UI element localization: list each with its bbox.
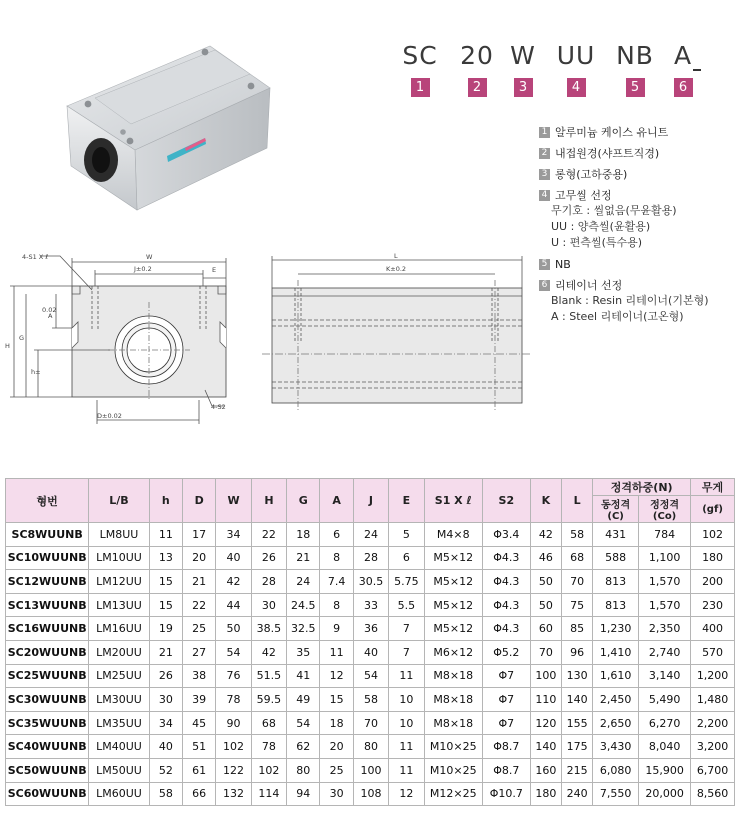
cell-k: 50 [530,570,561,594]
cell-dynamic-load: 2,450 [593,688,639,712]
cell-d: 17 [183,523,216,547]
cell-a: 12 [320,664,353,688]
cell-model: SC60WUUNB [6,782,89,806]
cell-d: 39 [183,688,216,712]
cell-h: 102 [251,758,286,782]
cell-h-small: 40 [149,735,182,759]
cell-lb: LM35UU [89,711,149,735]
cell-dynamic-load: 1,410 [593,640,639,664]
cell-k: 70 [530,640,561,664]
cell-model: SC8WUUNB [6,523,89,547]
cell-weight: 102 [691,523,735,547]
header-static-load: 정정격(Co) [639,496,691,523]
legend-label: 내접원경(샤프트직경) [555,147,660,160]
cell-w: 34 [216,523,251,547]
cell-s2: Φ8.7 [482,758,530,782]
legend-label: 고무씰 선정 [555,189,612,202]
table-row [6,570,735,594]
cell-dynamic-load: 1,230 [593,617,639,641]
header-s1: S1 X ℓ [424,479,482,523]
cell-w: 76 [216,664,251,688]
cell-weight: 1,480 [691,688,735,712]
cell-static-load: 784 [639,523,691,547]
cell-h-small: 21 [149,640,182,664]
cell-h: 51.5 [251,664,286,688]
cell-j: 30.5 [353,570,388,594]
product-photo [55,38,280,213]
cell-h-small: 26 [149,664,182,688]
cell-weight: 6,700 [691,758,735,782]
header-j: J [353,479,388,523]
legend-subitem: A : Steel 리테이너(고온형) [551,310,684,323]
cell-h: 30 [251,593,286,617]
cell-j: 28 [353,546,388,570]
label-s2: 4-S2 [211,403,226,411]
cell-h: 38.5 [251,617,286,641]
legend-number: 5 [539,259,550,270]
label-e: E [212,266,217,274]
cell-h: 78 [251,735,286,759]
cell-j: 33 [353,593,388,617]
cell-w: 42 [216,570,251,594]
cell-static-load: 1,570 [639,593,691,617]
cell-l: 175 [562,735,593,759]
cell-g: 41 [287,664,320,688]
code-number-badge: 1 [411,78,430,97]
front-view-drawing [0,250,240,435]
cell-static-load: 3,140 [639,664,691,688]
label-k: K±0.2 [386,265,407,273]
cell-lb: LM13UU [89,593,149,617]
code-part-retainer: A 6 [673,41,693,95]
table-row [6,782,735,806]
cell-lb: LM20UU [89,640,149,664]
cell-s1: M10×25 [424,735,482,759]
cell-h-small: 15 [149,593,182,617]
cell-j: 58 [353,688,388,712]
cell-l: 70 [562,570,593,594]
cell-a: 25 [320,758,353,782]
cell-s1: M4×8 [424,523,482,547]
cell-weight: 400 [691,617,735,641]
cell-static-load: 6,270 [639,711,691,735]
cell-a: 9 [320,617,353,641]
legend-subitem: Blank : Resin 리테이너(기본형) [551,294,709,307]
label-h-upper: H [5,342,10,350]
cell-s1: M10×25 [424,758,482,782]
code-legend [539,124,739,325]
cell-h-small: 52 [149,758,182,782]
cell-l: 140 [562,688,593,712]
header-a: A [320,479,353,523]
cell-weight: 200 [691,570,735,594]
cell-s2: Φ10.7 [482,782,530,806]
cell-w: 54 [216,640,251,664]
cell-s2: Φ7 [482,688,530,712]
cell-s1: M5×12 [424,593,482,617]
cell-j: 108 [353,782,388,806]
code-number-badge: 5 [626,78,645,97]
cell-s2: Φ4.3 [482,617,530,641]
cell-l: 215 [562,758,593,782]
legend-number: 2 [539,148,550,159]
label-w: W [146,253,153,261]
cell-model: SC20WUUNB [6,640,89,664]
cell-w: 102 [216,735,251,759]
cell-a: 20 [320,735,353,759]
cell-s2: Φ4.3 [482,570,530,594]
cell-j: 80 [353,735,388,759]
cell-a: 11 [320,640,353,664]
cell-h-small: 15 [149,570,182,594]
cell-s2: Φ7 [482,664,530,688]
table-row [6,546,735,570]
header-s2: S2 [482,479,530,523]
cell-d: 20 [183,546,216,570]
header-weight: 무게 [691,479,735,496]
cell-w: 78 [216,688,251,712]
cell-s1: M12×25 [424,782,482,806]
code-trailing-dash [693,42,701,72]
cell-weight: 3,200 [691,735,735,759]
cell-h: 22 [251,523,286,547]
cell-static-load: 8,040 [639,735,691,759]
cell-l: 155 [562,711,593,735]
cell-g: 80 [287,758,320,782]
side-view-drawing [262,250,530,435]
cell-lb: LM50UU [89,758,149,782]
cell-h-small: 11 [149,523,182,547]
cell-s1: M8×18 [424,688,482,712]
code-part-series: SC 1 [402,41,438,95]
cell-static-load: 20,000 [639,782,691,806]
cell-lb: LM10UU [89,546,149,570]
cell-dynamic-load: 588 [593,546,639,570]
cell-l: 75 [562,593,593,617]
cell-static-load: 1,100 [639,546,691,570]
cell-j: 36 [353,617,388,641]
spec-table [5,478,735,806]
cell-s2: Φ7 [482,711,530,735]
cell-h-small: 34 [149,711,182,735]
cell-k: 140 [530,735,561,759]
legend-subitem: U : 편측씰(특수용) [551,236,643,249]
cell-model: SC40WUUNB [6,735,89,759]
cell-e: 5 [389,523,424,547]
cell-dynamic-load: 431 [593,523,639,547]
cell-s2: Φ4.3 [482,593,530,617]
label-h-lower: h± [31,368,41,376]
legend-label: 리테이너 선정 [555,279,623,292]
cell-a: 8 [320,593,353,617]
legend-item [539,256,739,272]
legend-item [539,145,739,161]
label-tolerance: 0.02 [42,306,57,314]
header-w: W [216,479,251,523]
label-l: L [394,252,398,260]
cell-lb: LM40UU [89,735,149,759]
legend-number: 1 [539,127,550,138]
code-part-type: W 3 [510,41,536,95]
cell-w: 50 [216,617,251,641]
cell-a: 15 [320,688,353,712]
cell-model: SC16WUUNB [6,617,89,641]
table-row [6,640,735,664]
label-d: D±0.02 [97,412,122,420]
cell-a: 30 [320,782,353,806]
legend-item [539,124,739,140]
cell-static-load: 2,740 [639,640,691,664]
cell-s2: Φ5.2 [482,640,530,664]
legend-number: 4 [539,190,550,201]
cell-h-small: 13 [149,546,182,570]
table-row [6,617,735,641]
legend-number: 3 [539,169,550,180]
cell-j: 70 [353,711,388,735]
cell-model: SC50WUUNB [6,758,89,782]
cell-e: 6 [389,546,424,570]
legend-label: 롱형(고하중용) [555,168,628,181]
cell-d: 25 [183,617,216,641]
cell-k: 60 [530,617,561,641]
cell-l: 96 [562,640,593,664]
cell-s1: M8×18 [424,711,482,735]
cell-s1: M5×12 [424,617,482,641]
cell-j: 40 [353,640,388,664]
cell-weight: 570 [691,640,735,664]
cell-weight: 180 [691,546,735,570]
cell-l: 130 [562,664,593,688]
cell-j: 100 [353,758,388,782]
cell-dynamic-load: 7,550 [593,782,639,806]
cell-h-small: 30 [149,688,182,712]
header-d: D [183,479,216,523]
cell-k: 46 [530,546,561,570]
cell-dynamic-load: 813 [593,570,639,594]
cell-s2: Φ8.7 [482,735,530,759]
header-g: G [287,479,320,523]
cell-h: 28 [251,570,286,594]
label-j: J±0.2 [134,265,152,273]
cell-a: 6 [320,523,353,547]
cell-s1: M8×18 [424,664,482,688]
code-number-badge: 4 [567,78,586,97]
table-row [6,593,735,617]
cell-e: 5.75 [389,570,424,594]
legend-label: NB [555,257,571,271]
cell-model: SC12WUUNB [6,570,89,594]
cell-g: 24 [287,570,320,594]
cell-a: 18 [320,711,353,735]
cell-static-load: 1,570 [639,570,691,594]
cell-model: SC13WUUNB [6,593,89,617]
cell-k: 100 [530,664,561,688]
cell-g: 32.5 [287,617,320,641]
cell-a: 8 [320,546,353,570]
cell-h-small: 19 [149,617,182,641]
cell-h: 42 [251,640,286,664]
cell-h: 114 [251,782,286,806]
legend-item [539,277,739,293]
cell-w: 132 [216,782,251,806]
cell-lb: LM30UU [89,688,149,712]
cell-e: 11 [389,758,424,782]
code-part-bore: 20 2 [460,41,494,95]
cell-k: 42 [530,523,561,547]
cell-dynamic-load: 6,080 [593,758,639,782]
cell-lb: LM12UU [89,570,149,594]
cell-h: 68 [251,711,286,735]
header-weight-unit: (gf) [691,496,735,523]
cell-k: 180 [530,782,561,806]
legend-number: 6 [539,280,550,291]
legend-item [539,187,739,203]
cell-l: 85 [562,617,593,641]
cell-e: 12 [389,782,424,806]
header-load: 정격하중(N) [593,479,691,496]
cell-g: 49 [287,688,320,712]
cell-e: 10 [389,711,424,735]
table-row [6,664,735,688]
cell-l: 58 [562,523,593,547]
cell-s1: M6×12 [424,640,482,664]
cell-e: 11 [389,664,424,688]
cell-lb: LM16UU [89,617,149,641]
cell-w: 44 [216,593,251,617]
cell-d: 66 [183,782,216,806]
cell-h: 59.5 [251,688,286,712]
cell-e: 11 [389,735,424,759]
code-part-nb: NB 5 [616,41,654,95]
cell-k: 160 [530,758,561,782]
cell-s2: Φ4.3 [482,546,530,570]
cell-g: 18 [287,523,320,547]
legend-subitem: 무기호 : 씰없음(무윤활용) [551,204,677,217]
legend-item [539,166,739,182]
spec-table-body [6,523,735,806]
cell-e: 5.5 [389,593,424,617]
cell-lb: LM60UU [89,782,149,806]
header-l: L [562,479,593,523]
cell-static-load: 5,490 [639,688,691,712]
code-number-badge: 3 [514,78,533,97]
header-dynamic-load: 동정격(C) [593,496,639,523]
cell-model: SC35WUUNB [6,711,89,735]
cell-k: 50 [530,593,561,617]
cell-dynamic-load: 1,610 [593,664,639,688]
cell-static-load: 2,350 [639,617,691,641]
cell-w: 122 [216,758,251,782]
cell-weight: 230 [691,593,735,617]
cell-w: 90 [216,711,251,735]
cell-l: 68 [562,546,593,570]
label-g: G [19,334,25,342]
cell-model: SC10WUUNB [6,546,89,570]
cell-l: 240 [562,782,593,806]
label-s1: 4-S1 X ℓ [22,253,49,261]
cell-s1: M5×12 [424,546,482,570]
cell-h: 26 [251,546,286,570]
cell-dynamic-load: 3,430 [593,735,639,759]
code-number-badge: 2 [468,78,487,97]
cell-weight: 1,200 [691,664,735,688]
cell-g: 62 [287,735,320,759]
table-row [6,523,735,547]
table-row [6,688,735,712]
code-part-seal: UU 4 [556,41,596,95]
code-number-badge: 6 [674,78,693,97]
table-row [6,735,735,759]
legend-subitem: UU : 양측씰(윤활용) [551,220,651,233]
cell-d: 45 [183,711,216,735]
cell-dynamic-load: 813 [593,593,639,617]
cell-e: 7 [389,617,424,641]
cell-g: 24.5 [287,593,320,617]
cell-d: 38 [183,664,216,688]
cell-d: 22 [183,593,216,617]
cell-k: 120 [530,711,561,735]
header-e: E [389,479,424,523]
order-code [400,42,700,102]
cell-d: 51 [183,735,216,759]
label-a: A [48,312,53,320]
cell-d: 21 [183,570,216,594]
cell-model: SC25WUUNB [6,664,89,688]
cell-j: 24 [353,523,388,547]
cell-a: 7.4 [320,570,353,594]
cell-g: 94 [287,782,320,806]
cell-weight: 8,560 [691,782,735,806]
cell-g: 35 [287,640,320,664]
header-model: 형번 [6,479,89,523]
cell-g: 54 [287,711,320,735]
cell-weight: 2,200 [691,711,735,735]
cell-static-load: 15,900 [639,758,691,782]
cell-d: 27 [183,640,216,664]
cell-g: 21 [287,546,320,570]
cell-j: 54 [353,664,388,688]
header-lb: L/B [89,479,149,523]
cell-w: 40 [216,546,251,570]
cell-h-small: 58 [149,782,182,806]
cell-s1: M5×12 [424,570,482,594]
cell-d: 61 [183,758,216,782]
legend-label: 알루미늄 케이스 유니트 [555,126,669,139]
header-h: H [251,479,286,523]
cell-e: 7 [389,640,424,664]
cell-e: 10 [389,688,424,712]
cell-model: SC30WUUNB [6,688,89,712]
header-h-small: h [149,479,182,523]
cell-dynamic-load: 2,650 [593,711,639,735]
cell-s2: Φ3.4 [482,523,530,547]
cell-lb: LM25UU [89,664,149,688]
header-k: K [530,479,561,523]
cell-k: 110 [530,688,561,712]
table-row [6,711,735,735]
table-row [6,758,735,782]
cell-lb: LM8UU [89,523,149,547]
